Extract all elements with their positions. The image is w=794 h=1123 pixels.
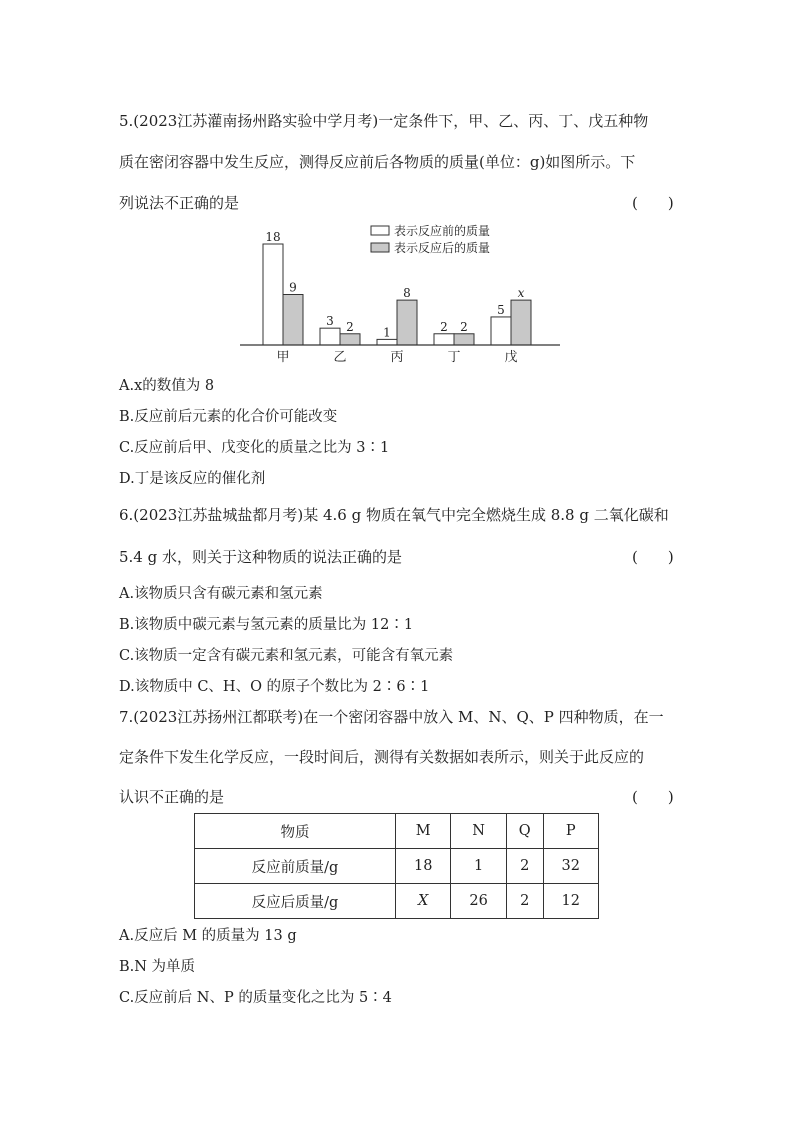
- table-cell: 12: [543, 884, 598, 919]
- table-cell: 32: [543, 849, 598, 884]
- q7-stem-line-3: 认识不正确的是: [119, 788, 225, 806]
- q7-answer-bracket: ( ): [632, 788, 674, 806]
- bar-value-label: 2: [346, 319, 354, 334]
- q6-stem-line-1: 6.(2023江苏盐城盐都月考)某 4.6 g 物质在氧气中完全燃烧生成 8.8 g 二氧化碳和: [119, 506, 669, 524]
- q7-option-a: A.反应后 M 的质量为 13 g: [119, 928, 297, 944]
- table-header-cell: N: [451, 814, 506, 849]
- table-cell: X: [396, 884, 451, 919]
- bar-value-label: 8: [403, 286, 411, 301]
- q5-option-c: C.反应前后甲、戊变化的质量之比为 3∶1: [119, 440, 390, 456]
- bar-value-label: 18: [265, 230, 281, 244]
- q5-option-a: A.x的数值为 8: [119, 378, 215, 394]
- table-cell: 26: [451, 884, 506, 919]
- table-cell: 2: [506, 884, 543, 919]
- legend-label-after: 表示反应后的质量: [394, 241, 491, 255]
- table-row-after: [195, 884, 599, 919]
- q7-stem-line-1: 7.(2023江苏扬州江都联考)在一个密闭容器中放入 M、N、Q、P 四种物质，在一: [119, 708, 664, 726]
- table-cell: 18: [396, 849, 451, 884]
- category-label: 戊: [504, 350, 518, 365]
- q7-stem-line-2: 定条件下发生化学反应，一段时间后，测得有关数据如表所示，则关于此反应的: [119, 748, 645, 766]
- q7-option-c: C.反应前后 N、P 的质量变化之比为 5∶4: [119, 990, 392, 1006]
- table-header-cell: M: [396, 814, 451, 849]
- q6-answer-bracket: ( ): [632, 548, 674, 566]
- bar-after-0: [283, 295, 303, 346]
- bar-value-label: x: [517, 286, 525, 301]
- q6-stem-line-2: 5.4 g 水，则关于这种物质的说法正确的是: [119, 548, 402, 566]
- bar-after-3: [454, 334, 474, 345]
- bar-value-label: 3: [326, 314, 334, 329]
- bar-after-4: [511, 300, 531, 345]
- bar-value-label: 5: [497, 302, 505, 317]
- legend-swatch-before: [371, 226, 389, 235]
- q7-data-table: [194, 813, 599, 919]
- bar-before-2: [377, 339, 397, 345]
- bar-value-label: 9: [289, 280, 297, 295]
- table-cell: 反应前质量/g: [195, 849, 396, 884]
- table-cell: 2: [506, 849, 543, 884]
- q7-option-b: B.N 为单质: [119, 959, 196, 975]
- table-row-before: [195, 849, 599, 884]
- q5-option-d: D.丁是该反应的催化剂: [119, 471, 266, 487]
- q5-stem-line-3: 列说法不正确的是: [119, 194, 240, 212]
- q5-bar-chart: [240, 222, 560, 368]
- bar-before-4: [491, 317, 511, 345]
- table-header-cell: 物质: [195, 814, 396, 849]
- bar-value-label: 2: [460, 319, 468, 334]
- q5-answer-bracket: ( ): [632, 194, 674, 212]
- bar-value-label: 2: [440, 319, 448, 334]
- table-cell: 1: [451, 849, 506, 884]
- legend-swatch-after: [371, 243, 389, 252]
- table-header-cell: Q: [506, 814, 543, 849]
- category-label: 乙: [333, 350, 347, 365]
- bar-value-label: 1: [383, 325, 391, 340]
- bar-after-1: [340, 334, 360, 345]
- table-cell: 反应后质量/g: [195, 884, 396, 919]
- q5-stem-line-1: 5.(2023江苏灌南扬州路实验中学月考)一定条件下，甲、乙、丙、丁、戊五种物: [119, 112, 649, 130]
- table-header-row: [195, 814, 599, 849]
- q6-option-a: A.该物质只含有碳元素和氢元素: [119, 586, 323, 602]
- table-header-cell: P: [543, 814, 598, 849]
- chart-legend: [371, 223, 490, 255]
- bar-before-3: [434, 334, 454, 345]
- category-label: 甲: [276, 350, 290, 365]
- q5-option-b: B.反应前后元素的化合价可能改变: [119, 409, 338, 425]
- legend-label-before: 表示反应前的质量: [394, 224, 491, 238]
- bar-before-1: [320, 328, 340, 345]
- bar-after-2: [397, 300, 417, 345]
- category-label: 丙: [390, 350, 404, 365]
- bar-before-0: [263, 244, 283, 345]
- q6-option-c: C.该物质一定含有碳元素和氢元素，可能含有氧元素: [119, 648, 454, 664]
- q6-option-b: B.该物质中碳元素与氢元素的质量比为 12∶1: [119, 617, 414, 633]
- category-label: 丁: [447, 350, 461, 365]
- q6-option-d: D.该物质中 C、H、O 的原子个数比为 2∶6∶1: [119, 679, 430, 695]
- q5-stem-line-2: 质在密闭容器中发生反应，测得反应前后各物质的质量(单位：g)如图所示。下: [119, 153, 636, 171]
